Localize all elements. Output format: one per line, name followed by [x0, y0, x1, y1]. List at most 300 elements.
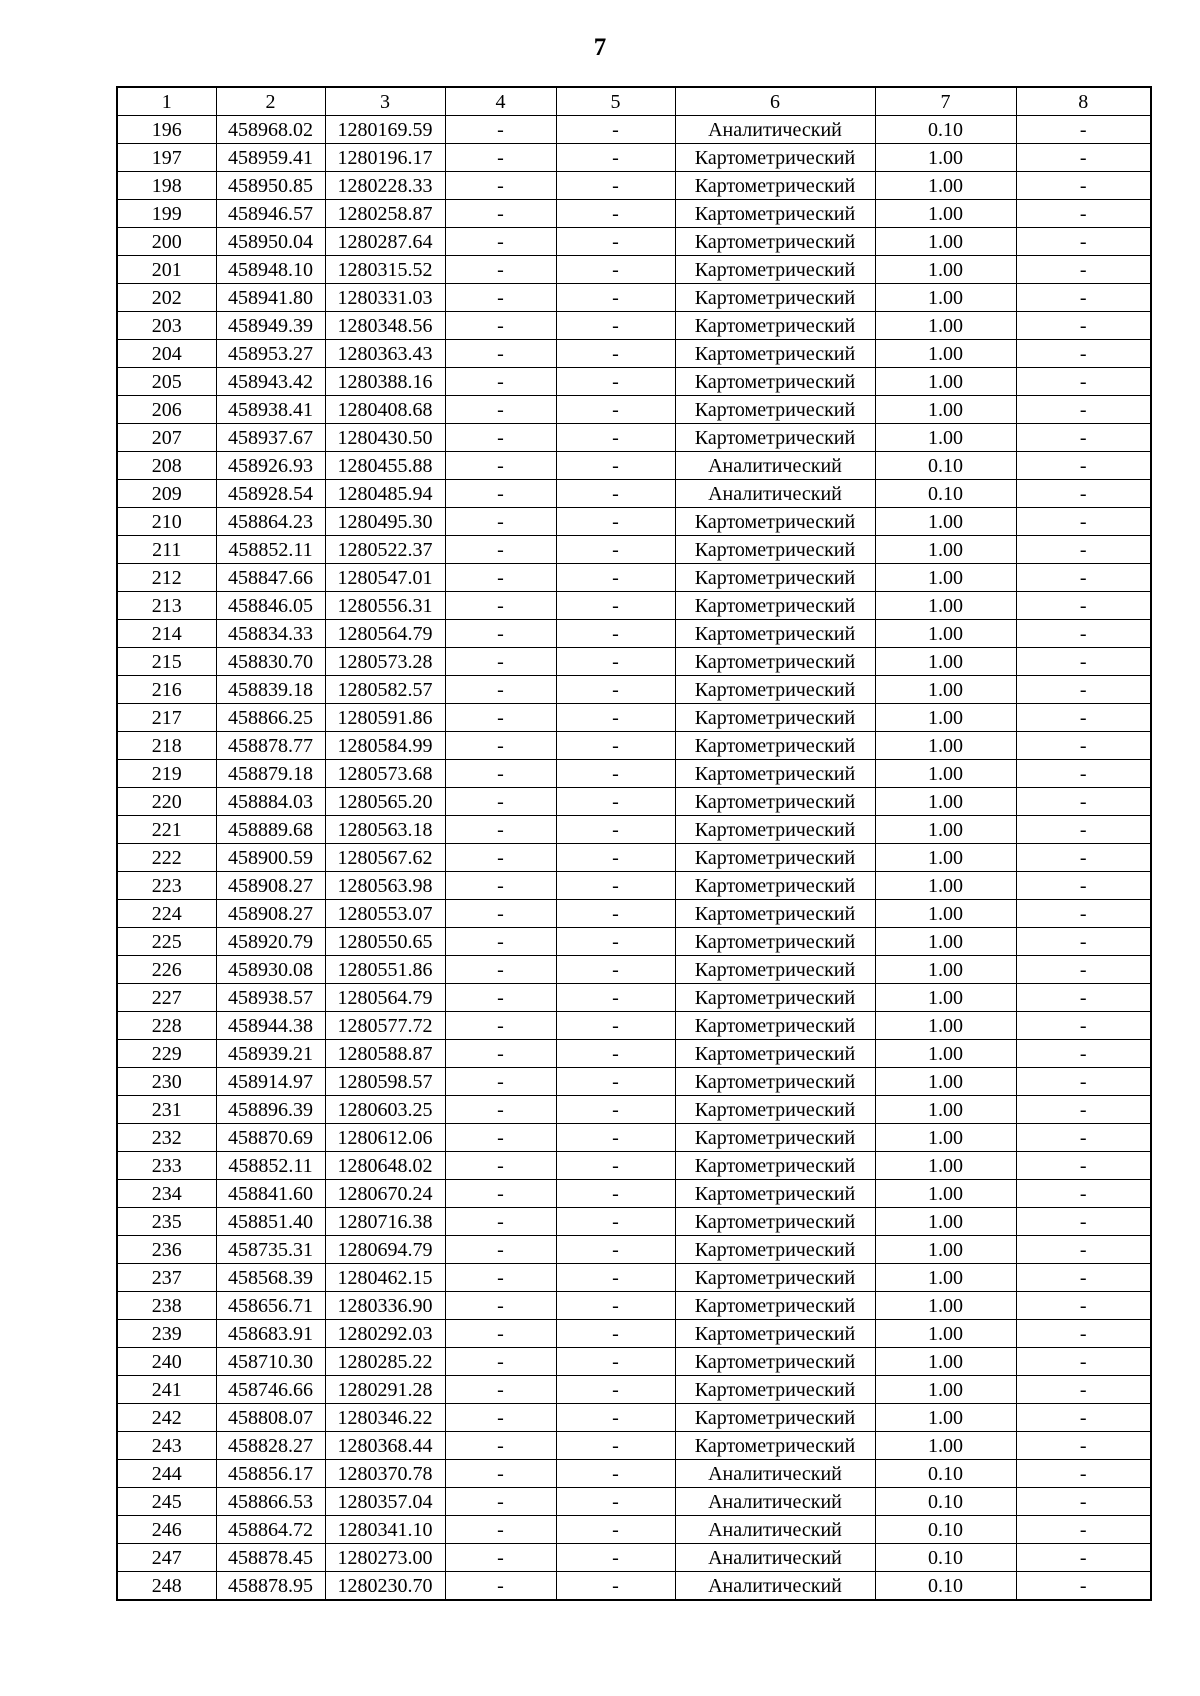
y-coordinate-cell: 1280612.06 [325, 1124, 445, 1152]
method-cell: Картометрический [675, 144, 875, 172]
y-coordinate-cell: 1280348.56 [325, 312, 445, 340]
method-cell: Картометрический [675, 732, 875, 760]
accuracy-cell: 0.10 [875, 452, 1016, 480]
point-number-cell: 248 [117, 1572, 216, 1601]
table-row [117, 480, 1151, 508]
column-4-cell: - [445, 592, 556, 620]
column-5-cell: - [556, 368, 675, 396]
column-4-cell: - [445, 844, 556, 872]
method-cell: Картометрический [675, 1124, 875, 1152]
column-4-cell: - [445, 1208, 556, 1236]
column-header-5: 5 [556, 87, 675, 116]
point-number-cell: 246 [117, 1516, 216, 1544]
y-coordinate-cell: 1280573.68 [325, 760, 445, 788]
column-5-cell: - [556, 116, 675, 144]
y-coordinate-cell: 1280287.64 [325, 228, 445, 256]
column-8-cell: - [1016, 1096, 1151, 1124]
x-coordinate-cell: 458852.11 [216, 536, 325, 564]
accuracy-cell: 1.00 [875, 1152, 1016, 1180]
accuracy-cell: 0.10 [875, 1544, 1016, 1572]
method-cell: Картометрический [675, 340, 875, 368]
point-number-cell: 226 [117, 956, 216, 984]
column-4-cell: - [445, 1432, 556, 1460]
method-cell: Картометрический [675, 676, 875, 704]
point-number-cell: 196 [117, 116, 216, 144]
x-coordinate-cell: 458839.18 [216, 676, 325, 704]
column-4-cell: - [445, 256, 556, 284]
method-cell: Картометрический [675, 1068, 875, 1096]
y-coordinate-cell: 1280603.25 [325, 1096, 445, 1124]
column-4-cell: - [445, 620, 556, 648]
column-8-cell: - [1016, 564, 1151, 592]
accuracy-cell: 1.00 [875, 1236, 1016, 1264]
column-4-cell: - [445, 760, 556, 788]
method-cell: Картометрический [675, 1012, 875, 1040]
table-row [117, 1180, 1151, 1208]
table-row [117, 872, 1151, 900]
method-cell: Картометрический [675, 312, 875, 340]
column-4-cell: - [445, 648, 556, 676]
column-8-cell: - [1016, 200, 1151, 228]
method-cell: Картометрический [675, 1376, 875, 1404]
method-cell: Картометрический [675, 1404, 875, 1432]
x-coordinate-cell: 458879.18 [216, 760, 325, 788]
column-5-cell: - [556, 1040, 675, 1068]
column-8-cell: - [1016, 732, 1151, 760]
table-header [117, 87, 1151, 116]
point-number-cell: 208 [117, 452, 216, 480]
column-5-cell: - [556, 1488, 675, 1516]
column-4-cell: - [445, 1012, 556, 1040]
accuracy-cell: 0.10 [875, 1572, 1016, 1601]
x-coordinate-cell: 458746.66 [216, 1376, 325, 1404]
column-4-cell: - [445, 172, 556, 200]
point-number-cell: 234 [117, 1180, 216, 1208]
accuracy-cell: 1.00 [875, 984, 1016, 1012]
method-cell: Картометрический [675, 1152, 875, 1180]
accuracy-cell: 1.00 [875, 1096, 1016, 1124]
table-row [117, 956, 1151, 984]
table-row [117, 396, 1151, 424]
method-cell: Картометрический [675, 872, 875, 900]
column-5-cell: - [556, 732, 675, 760]
y-coordinate-cell: 1280455.88 [325, 452, 445, 480]
method-cell: Картометрический [675, 788, 875, 816]
point-number-cell: 238 [117, 1292, 216, 1320]
y-coordinate-cell: 1280462.15 [325, 1264, 445, 1292]
column-4-cell: - [445, 1460, 556, 1488]
x-coordinate-cell: 458851.40 [216, 1208, 325, 1236]
column-5-cell: - [556, 1096, 675, 1124]
column-4-cell: - [445, 284, 556, 312]
column-4-cell: - [445, 1544, 556, 1572]
column-5-cell: - [556, 536, 675, 564]
column-8-cell: - [1016, 536, 1151, 564]
accuracy-cell: 1.00 [875, 676, 1016, 704]
method-cell: Картометрический [675, 844, 875, 872]
x-coordinate-cell: 458950.04 [216, 228, 325, 256]
y-coordinate-cell: 1280196.17 [325, 144, 445, 172]
table-row [117, 788, 1151, 816]
accuracy-cell: 1.00 [875, 1348, 1016, 1376]
column-8-cell: - [1016, 788, 1151, 816]
column-5-cell: - [556, 256, 675, 284]
table-row [117, 928, 1151, 956]
column-8-cell: - [1016, 284, 1151, 312]
point-number-cell: 225 [117, 928, 216, 956]
column-5-cell: - [556, 676, 675, 704]
table-row [117, 1096, 1151, 1124]
column-4-cell: - [445, 1516, 556, 1544]
table-row [117, 1264, 1151, 1292]
column-5-cell: - [556, 956, 675, 984]
y-coordinate-cell: 1280553.07 [325, 900, 445, 928]
method-cell: Картометрический [675, 1348, 875, 1376]
y-coordinate-cell: 1280315.52 [325, 256, 445, 284]
column-5-cell: - [556, 1432, 675, 1460]
x-coordinate-cell: 458900.59 [216, 844, 325, 872]
column-4-cell: - [445, 1488, 556, 1516]
table-row [117, 816, 1151, 844]
column-8-cell: - [1016, 956, 1151, 984]
point-number-cell: 224 [117, 900, 216, 928]
table-row [117, 760, 1151, 788]
column-4-cell: - [445, 1292, 556, 1320]
x-coordinate-cell: 458896.39 [216, 1096, 325, 1124]
column-8-cell: - [1016, 1432, 1151, 1460]
column-8-cell: - [1016, 1488, 1151, 1516]
column-8-cell: - [1016, 340, 1151, 368]
point-number-cell: 242 [117, 1404, 216, 1432]
table-row [117, 368, 1151, 396]
x-coordinate-cell: 458841.60 [216, 1180, 325, 1208]
method-cell: Картометрический [675, 172, 875, 200]
x-coordinate-cell: 458939.21 [216, 1040, 325, 1068]
table-row [117, 508, 1151, 536]
column-4-cell: - [445, 1572, 556, 1601]
y-coordinate-cell: 1280341.10 [325, 1516, 445, 1544]
y-coordinate-cell: 1280567.62 [325, 844, 445, 872]
column-5-cell: - [556, 508, 675, 536]
column-8-cell: - [1016, 872, 1151, 900]
point-number-cell: 232 [117, 1124, 216, 1152]
column-5-cell: - [556, 1180, 675, 1208]
column-4-cell: - [445, 340, 556, 368]
accuracy-cell: 1.00 [875, 1376, 1016, 1404]
column-5-cell: - [556, 1320, 675, 1348]
column-5-cell: - [556, 648, 675, 676]
table-row [117, 340, 1151, 368]
column-4-cell: - [445, 1096, 556, 1124]
accuracy-cell: 1.00 [875, 228, 1016, 256]
column-5-cell: - [556, 340, 675, 368]
accuracy-cell: 1.00 [875, 1180, 1016, 1208]
point-number-cell: 210 [117, 508, 216, 536]
method-cell: Картометрический [675, 200, 875, 228]
method-cell: Картометрический [675, 1236, 875, 1264]
table-row [117, 1516, 1151, 1544]
column-5-cell: - [556, 144, 675, 172]
method-cell: Аналитический [675, 1488, 875, 1516]
method-cell: Картометрический [675, 1040, 875, 1068]
table-row [117, 1012, 1151, 1040]
table-row [117, 620, 1151, 648]
column-8-cell: - [1016, 256, 1151, 284]
column-8-cell: - [1016, 1348, 1151, 1376]
point-number-cell: 217 [117, 704, 216, 732]
x-coordinate-cell: 458908.27 [216, 900, 325, 928]
point-number-cell: 204 [117, 340, 216, 368]
x-coordinate-cell: 458943.42 [216, 368, 325, 396]
x-coordinate-cell: 458938.41 [216, 396, 325, 424]
column-header-1: 1 [117, 87, 216, 116]
point-number-cell: 206 [117, 396, 216, 424]
point-number-cell: 235 [117, 1208, 216, 1236]
x-coordinate-cell: 458866.25 [216, 704, 325, 732]
y-coordinate-cell: 1280670.24 [325, 1180, 445, 1208]
y-coordinate-cell: 1280273.00 [325, 1544, 445, 1572]
accuracy-cell: 0.10 [875, 1488, 1016, 1516]
point-number-cell: 219 [117, 760, 216, 788]
accuracy-cell: 1.00 [875, 368, 1016, 396]
point-number-cell: 207 [117, 424, 216, 452]
x-coordinate-cell: 458938.57 [216, 984, 325, 1012]
x-coordinate-cell: 458959.41 [216, 144, 325, 172]
method-cell: Картометрический [675, 704, 875, 732]
point-number-cell: 197 [117, 144, 216, 172]
point-number-cell: 240 [117, 1348, 216, 1376]
x-coordinate-cell: 458944.38 [216, 1012, 325, 1040]
table-row [117, 648, 1151, 676]
page-number: 7 [593, 34, 607, 61]
column-5-cell: - [556, 760, 675, 788]
table-row [117, 592, 1151, 620]
column-4-cell: - [445, 1264, 556, 1292]
x-coordinate-cell: 458830.70 [216, 648, 325, 676]
table-row [117, 1124, 1151, 1152]
column-4-cell: - [445, 480, 556, 508]
column-4-cell: - [445, 1180, 556, 1208]
method-cell: Картометрический [675, 284, 875, 312]
column-5-cell: - [556, 1404, 675, 1432]
point-number-cell: 228 [117, 1012, 216, 1040]
column-header-6: 6 [675, 87, 875, 116]
column-8-cell: - [1016, 368, 1151, 396]
accuracy-cell: 0.10 [875, 1460, 1016, 1488]
x-coordinate-cell: 458866.53 [216, 1488, 325, 1516]
x-coordinate-cell: 458949.39 [216, 312, 325, 340]
table-row [117, 200, 1151, 228]
point-number-cell: 221 [117, 816, 216, 844]
y-coordinate-cell: 1280550.65 [325, 928, 445, 956]
y-coordinate-cell: 1280485.94 [325, 480, 445, 508]
point-number-cell: 231 [117, 1096, 216, 1124]
accuracy-cell: 0.10 [875, 480, 1016, 508]
method-cell: Картометрический [675, 396, 875, 424]
x-coordinate-cell: 458847.66 [216, 564, 325, 592]
column-5-cell: - [556, 928, 675, 956]
table-row [117, 536, 1151, 564]
y-coordinate-cell: 1280564.79 [325, 984, 445, 1012]
x-coordinate-cell: 458852.11 [216, 1152, 325, 1180]
column-5-cell: - [556, 172, 675, 200]
column-8-cell: - [1016, 620, 1151, 648]
y-coordinate-cell: 1280230.70 [325, 1572, 445, 1601]
x-coordinate-cell: 458828.27 [216, 1432, 325, 1460]
y-coordinate-cell: 1280357.04 [325, 1488, 445, 1516]
column-4-cell: - [445, 396, 556, 424]
column-4-cell: - [445, 536, 556, 564]
accuracy-cell: 1.00 [875, 564, 1016, 592]
method-cell: Аналитический [675, 1460, 875, 1488]
table-row [117, 312, 1151, 340]
y-coordinate-cell: 1280563.18 [325, 816, 445, 844]
method-cell: Картометрический [675, 1180, 875, 1208]
point-number-cell: 215 [117, 648, 216, 676]
column-8-cell: - [1016, 1068, 1151, 1096]
column-8-cell: - [1016, 1180, 1151, 1208]
point-number-cell: 237 [117, 1264, 216, 1292]
x-coordinate-cell: 458937.67 [216, 424, 325, 452]
accuracy-cell: 1.00 [875, 732, 1016, 760]
y-coordinate-cell: 1280564.79 [325, 620, 445, 648]
table-row [117, 172, 1151, 200]
column-8-cell: - [1016, 1012, 1151, 1040]
method-cell: Аналитический [675, 1544, 875, 1572]
method-cell: Картометрический [675, 424, 875, 452]
table-row [117, 1376, 1151, 1404]
column-5-cell: - [556, 1012, 675, 1040]
point-number-cell: 233 [117, 1152, 216, 1180]
table-row [117, 284, 1151, 312]
accuracy-cell: 1.00 [875, 256, 1016, 284]
accuracy-cell: 1.00 [875, 536, 1016, 564]
accuracy-cell: 1.00 [875, 1320, 1016, 1348]
method-cell: Аналитический [675, 116, 875, 144]
point-number-cell: 244 [117, 1460, 216, 1488]
table-row [117, 1068, 1151, 1096]
method-cell: Картометрический [675, 592, 875, 620]
method-cell: Картометрический [675, 368, 875, 396]
y-coordinate-cell: 1280582.57 [325, 676, 445, 704]
y-coordinate-cell: 1280591.86 [325, 704, 445, 732]
x-coordinate-cell: 458808.07 [216, 1404, 325, 1432]
column-5-cell: - [556, 592, 675, 620]
accuracy-cell: 1.00 [875, 424, 1016, 452]
accuracy-cell: 1.00 [875, 200, 1016, 228]
column-8-cell: - [1016, 760, 1151, 788]
method-cell: Картометрический [675, 564, 875, 592]
column-8-cell: - [1016, 592, 1151, 620]
column-5-cell: - [556, 284, 675, 312]
column-8-cell: - [1016, 1152, 1151, 1180]
x-coordinate-cell: 458656.71 [216, 1292, 325, 1320]
y-coordinate-cell: 1280563.98 [325, 872, 445, 900]
column-8-cell: - [1016, 1320, 1151, 1348]
point-number-cell: 200 [117, 228, 216, 256]
table-row [117, 1292, 1151, 1320]
column-8-cell: - [1016, 1544, 1151, 1572]
y-coordinate-cell: 1280258.87 [325, 200, 445, 228]
point-number-cell: 239 [117, 1320, 216, 1348]
method-cell: Картометрический [675, 620, 875, 648]
method-cell: Картометрический [675, 1096, 875, 1124]
table-row [117, 1208, 1151, 1236]
method-cell: Картометрический [675, 1432, 875, 1460]
method-cell: Аналитический [675, 480, 875, 508]
table-row [117, 1404, 1151, 1432]
method-cell: Картометрический [675, 1320, 875, 1348]
accuracy-cell: 1.00 [875, 340, 1016, 368]
column-8-cell: - [1016, 1236, 1151, 1264]
point-number-cell: 212 [117, 564, 216, 592]
y-coordinate-cell: 1280346.22 [325, 1404, 445, 1432]
column-5-cell: - [556, 480, 675, 508]
point-number-cell: 205 [117, 368, 216, 396]
column-5-cell: - [556, 200, 675, 228]
y-coordinate-cell: 1280408.68 [325, 396, 445, 424]
column-4-cell: - [445, 116, 556, 144]
point-number-cell: 227 [117, 984, 216, 1012]
column-5-cell: - [556, 424, 675, 452]
accuracy-cell: 1.00 [875, 900, 1016, 928]
table-row [117, 1460, 1151, 1488]
column-5-cell: - [556, 1544, 675, 1572]
column-8-cell: - [1016, 816, 1151, 844]
method-cell: Картометрический [675, 228, 875, 256]
accuracy-cell: 1.00 [875, 1208, 1016, 1236]
table-row [117, 1348, 1151, 1376]
column-5-cell: - [556, 1376, 675, 1404]
column-8-cell: - [1016, 1460, 1151, 1488]
x-coordinate-cell: 458568.39 [216, 1264, 325, 1292]
point-number-cell: 229 [117, 1040, 216, 1068]
y-coordinate-cell: 1280368.44 [325, 1432, 445, 1460]
column-8-cell: - [1016, 1572, 1151, 1601]
method-cell: Картометрический [675, 508, 875, 536]
column-8-cell: - [1016, 116, 1151, 144]
column-header-3: 3 [325, 87, 445, 116]
x-coordinate-cell: 458948.10 [216, 256, 325, 284]
column-4-cell: - [445, 1404, 556, 1432]
accuracy-cell: 0.10 [875, 116, 1016, 144]
point-number-cell: 203 [117, 312, 216, 340]
y-coordinate-cell: 1280598.57 [325, 1068, 445, 1096]
column-4-cell: - [445, 1236, 556, 1264]
column-5-cell: - [556, 1124, 675, 1152]
x-coordinate-cell: 458953.27 [216, 340, 325, 368]
column-8-cell: - [1016, 228, 1151, 256]
column-header-8: 8 [1016, 87, 1151, 116]
x-coordinate-cell: 458968.02 [216, 116, 325, 144]
point-number-cell: 236 [117, 1236, 216, 1264]
column-8-cell: - [1016, 1292, 1151, 1320]
point-number-cell: 241 [117, 1376, 216, 1404]
table-row [117, 256, 1151, 284]
column-4-cell: - [445, 1040, 556, 1068]
table-row [117, 564, 1151, 592]
x-coordinate-cell: 458926.93 [216, 452, 325, 480]
point-number-cell: 218 [117, 732, 216, 760]
accuracy-cell: 1.00 [875, 760, 1016, 788]
column-4-cell: - [445, 984, 556, 1012]
point-number-cell: 243 [117, 1432, 216, 1460]
x-coordinate-cell: 458864.72 [216, 1516, 325, 1544]
y-coordinate-cell: 1280551.86 [325, 956, 445, 984]
column-5-cell: - [556, 396, 675, 424]
column-4-cell: - [445, 144, 556, 172]
x-coordinate-cell: 458864.23 [216, 508, 325, 536]
